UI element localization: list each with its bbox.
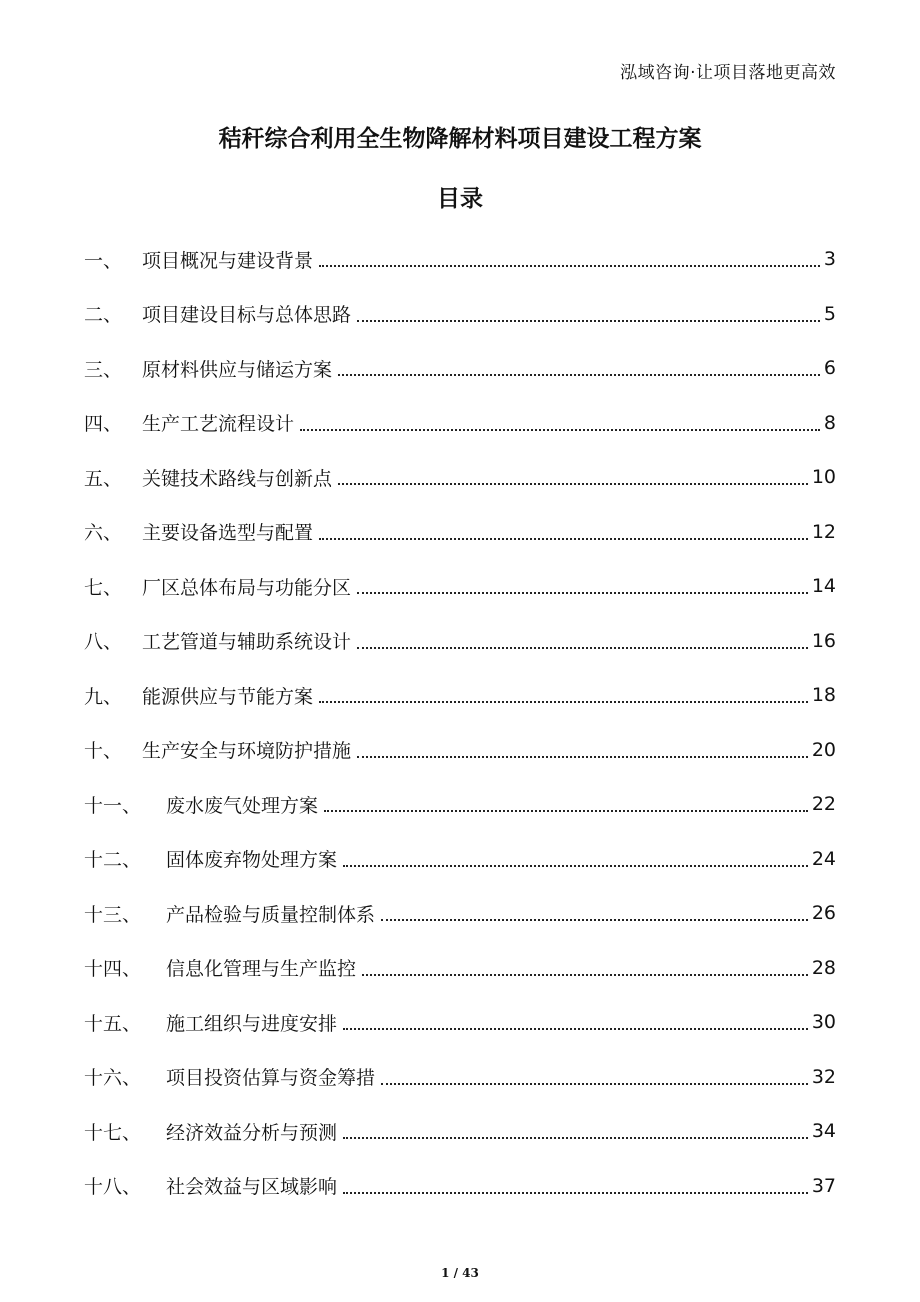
- toc-entry[interactable]: [84, 505, 836, 560]
- toc-dot-leader: [324, 810, 808, 812]
- toc-entry[interactable]: [84, 886, 836, 941]
- toc-entry-page: 6: [823, 357, 836, 380]
- toc-entry-page: 12: [811, 520, 836, 543]
- toc-entry-title: 信息化管理与生产监控: [166, 958, 357, 981]
- toc-entry-title: 生产安全与环境防护措施: [142, 740, 352, 763]
- toc-dot-leader: [357, 320, 820, 322]
- toc-entry-page: 28: [811, 956, 836, 979]
- header-brand: 泓域咨询·让项目落地更高效: [620, 63, 836, 83]
- toc-dot-leader: [357, 592, 808, 594]
- toc-entry[interactable]: [84, 341, 836, 396]
- toc-dot-leader: [343, 1137, 808, 1139]
- toc-entry-title: 项目建设目标与总体思路: [142, 304, 352, 327]
- toc-entry-number: 十八、: [84, 1176, 142, 1199]
- toc-entry-page: 3: [823, 248, 836, 271]
- toc-dot-leader: [362, 974, 808, 976]
- toc-entry-number: 八、: [84, 631, 123, 654]
- toc-entry[interactable]: [84, 668, 836, 723]
- toc-entry-number: 六、: [84, 522, 123, 545]
- toc-entry-title: 施工组织与进度安排: [166, 1012, 338, 1035]
- toc-entry-title: 关键技术路线与创新点: [142, 467, 333, 490]
- toc-entry-number: 七、: [84, 576, 123, 599]
- toc-entry-number: 九、: [84, 685, 123, 708]
- toc-entry-number: 十、: [84, 740, 123, 763]
- toc-entry-number: 十七、: [84, 1121, 142, 1144]
- toc-entry[interactable]: [84, 995, 836, 1050]
- toc-entry[interactable]: [84, 1159, 836, 1214]
- toc-dot-leader: [319, 265, 820, 267]
- document-title: 秸秆综合利用全生物降解材料项目建设工程方案: [218, 126, 702, 152]
- toc-entry[interactable]: [84, 1104, 836, 1159]
- toc-entry-number: 十四、: [84, 958, 142, 981]
- toc-dot-leader: [319, 701, 808, 703]
- toc-entry[interactable]: [84, 1050, 836, 1105]
- toc-entry-number: 十六、: [84, 1067, 142, 1090]
- toc-dot-leader: [338, 483, 808, 485]
- toc-dot-leader: [357, 647, 808, 649]
- toc-entry-page: 30: [811, 1011, 836, 1034]
- toc-entry-title: 经济效益分析与预测: [166, 1121, 338, 1144]
- toc-entry-page: 37: [811, 1174, 836, 1197]
- toc-entry-page: 10: [811, 466, 836, 489]
- toc-entry-title: 主要设备选型与配置: [142, 522, 314, 545]
- toc-entry-title: 能源供应与节能方案: [142, 685, 314, 708]
- toc-entry-page: 26: [811, 902, 836, 925]
- toc-entry-number: 十三、: [84, 903, 142, 926]
- toc-entry-page: 5: [823, 302, 836, 325]
- toc-entry-number: 十五、: [84, 1012, 142, 1035]
- toc-entry[interactable]: [84, 450, 836, 505]
- toc-entry[interactable]: [84, 396, 836, 451]
- toc-entry-title: 产品检验与质量控制体系: [166, 903, 376, 926]
- toc-dot-leader: [381, 1083, 808, 1085]
- toc-entry[interactable]: [84, 232, 836, 287]
- toc-entry-page: 8: [823, 411, 836, 434]
- toc-entry-number: 一、: [84, 249, 123, 272]
- toc-dot-leader: [381, 919, 808, 921]
- toc-entry-page: 34: [811, 1120, 836, 1143]
- toc-entry[interactable]: [84, 287, 836, 342]
- page-number: 1 / 43: [441, 1266, 479, 1280]
- toc-entry-title: 厂区总体布局与功能分区: [142, 576, 352, 599]
- toc-entry-number: 十二、: [84, 849, 142, 872]
- toc-entry-page: 18: [811, 684, 836, 707]
- toc-entry-page: 14: [811, 575, 836, 598]
- toc-entry-number: 十一、: [84, 794, 142, 817]
- toc-entry-page: 24: [811, 847, 836, 870]
- toc-entry-title: 社会效益与区域影响: [166, 1176, 338, 1199]
- toc-dot-leader: [343, 865, 808, 867]
- toc-entry-page: 22: [811, 793, 836, 816]
- toc-entry-number: 五、: [84, 467, 123, 490]
- toc-entry-number: 二、: [84, 304, 123, 327]
- toc-dot-leader: [343, 1028, 808, 1030]
- toc-entry-title: 生产工艺流程设计: [142, 413, 295, 436]
- toc-entry-title: 原材料供应与储运方案: [142, 358, 333, 381]
- toc-dot-leader: [338, 374, 820, 376]
- toc-dot-leader: [300, 429, 820, 431]
- toc-heading: 目录: [437, 186, 483, 212]
- toc-entry-title: 项目概况与建设背景: [142, 249, 314, 272]
- toc-entry-page: 16: [811, 629, 836, 652]
- toc-entry[interactable]: [84, 559, 836, 614]
- toc-dot-leader: [357, 756, 808, 758]
- toc-entry-title: 项目投资估算与资金筹措: [166, 1067, 376, 1090]
- toc-entry[interactable]: [84, 777, 836, 832]
- table-of-contents: [84, 232, 836, 1213]
- toc-entry-page: 32: [811, 1065, 836, 1088]
- toc-entry-page: 20: [811, 738, 836, 761]
- toc-dot-leader: [319, 538, 808, 540]
- toc-entry[interactable]: [84, 941, 836, 996]
- toc-entry-title: 工艺管道与辅助系统设计: [142, 631, 352, 654]
- toc-entry-title: 废水废气处理方案: [166, 794, 319, 817]
- toc-entry-number: 三、: [84, 358, 123, 381]
- toc-entry[interactable]: [84, 723, 836, 778]
- toc-entry-number: 四、: [84, 413, 123, 436]
- toc-dot-leader: [343, 1192, 808, 1194]
- toc-entry-title: 固体废弃物处理方案: [166, 849, 338, 872]
- toc-entry[interactable]: [84, 832, 836, 887]
- toc-entry[interactable]: [84, 614, 836, 669]
